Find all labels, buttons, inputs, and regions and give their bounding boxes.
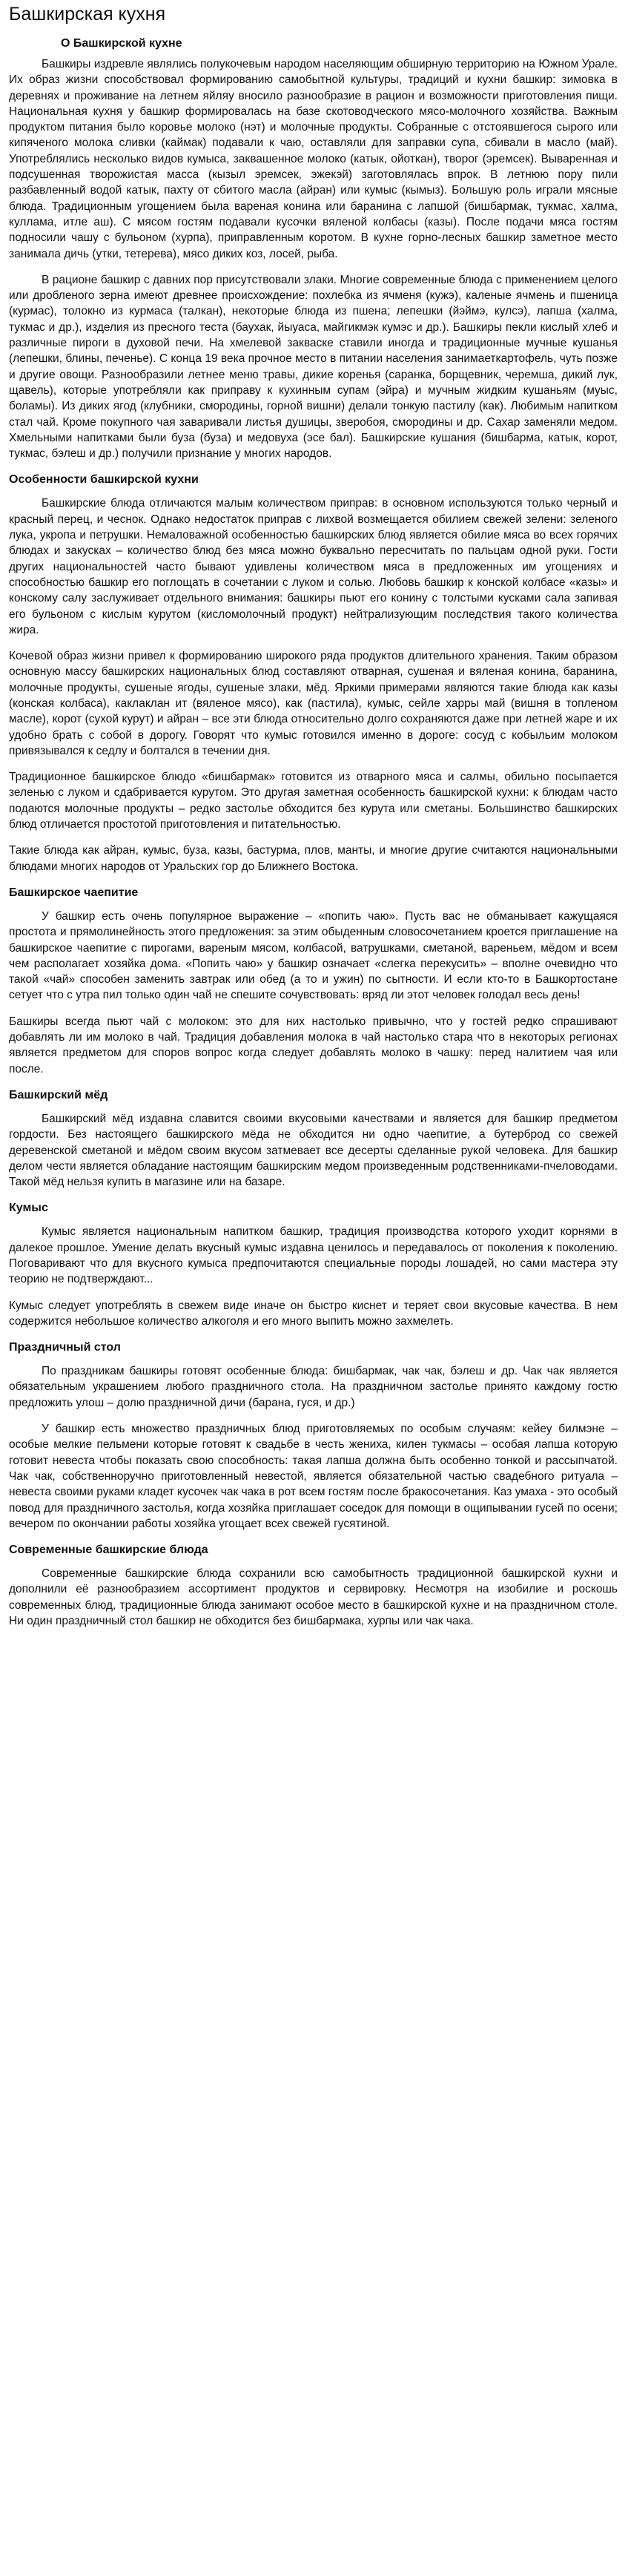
- section-gap: [9, 901, 618, 909]
- section-gap: [9, 1216, 618, 1224]
- article-section: [9, 472, 618, 874]
- page-title: Башкирская кухня: [9, 4, 166, 24]
- section-paragraph: У башкир есть множество праздничных блюд приготовляемых по особым случаям: кейеу билмэне – особые мелкие пельмени которые готовят к свадьбе в честь жениха, килен тукмасы – особая лапша которую готовит невеста чтобы показать свою способность: такая лапша должна быть особенно тонкой и рассыпчатой. Чак чак, собственноручно приготовленный невестой, является обязательной частью свадебного ритуала – невеста своими руками кладет кусочек чак чака в рот всем гостям после бракосочетания. Каз умаха - это особый повод для праздничного застолья, когда хозяйка приглашает соседок для помощи в ощипывании гусей по осени; вечером по окончании работы хозяйка угощает всех свежей гусятиной.: [9, 1423, 618, 1530]
- section-paragraph: Кочевой образ жизни привел к формированию широкого ряда продуктов длительного хранения. Таким образом основную массу башкирских национальных блюд составляют отварная, сушеная и вяленая конина, баранина, молочные продукты, сушеные ягоды, сушеные злаки, мёд. Яркими примерами являются такие блюда как казы (конская колбаса), каклаклан ит (вяленое мясо), как (пастила), кумыс, сейле харры май (вишня в топленом масле), корот (сухой курут) и айран – все эти блюда относительно долго сохраняются даже при летней жаре и их удобно брать с собой в дорогу. Говорят что кумыс готовился именно в дороге: сосуд с кобыльим молоком привязывался к седлу и болтался в течении дня.: [9, 650, 618, 757]
- article-section: [9, 1087, 618, 1190]
- article-section: [9, 1542, 618, 1629]
- section-title: Современные башкирские блюда: [9, 1544, 208, 1557]
- article-section: [9, 1200, 618, 1329]
- section-paragraph: Кумыс следует употреблять в свежем виде иначе он быстро киснет и теряет свои вкусовые качества. В нем содержится небольшое количество алкоголя и его много выпить можно захмелеть.: [9, 1299, 618, 1328]
- intro-title: О Башкирской кухне: [61, 37, 182, 50]
- section-title: Особенности башкирской кухни: [9, 473, 199, 487]
- article-section: [9, 885, 618, 1077]
- section-paragraph: Башкирские блюда отличаются малым количеством приправ: в основном используются только черный и красный перец, и чеснок. Однако недостаток приправ с лихвой возмещается обилием свежей зелени: зеленого лука, укропа и петрушки. Немаловажной особенностью башкирских блюд является обилие мяса во всех горячих блюдах и закусках – количество блюд без мяса можно буквально пересчитать по пальцам одной руки. Гости других национальностей часто бывают удивлены количеством мяса в предложенных им угощениях и способностью башкир его поглощать в сочетании с луком и солью. Любовь башкир к конской колбасе «казы» и конскому салу заслуживает отдельного внимания: башкиры пьют его конину с толстыми кусками сала запивая его бульоном с кислым курутом (кисломолочный продукт) нейтрализующим последствия такого количества жира.: [9, 497, 618, 636]
- section-paragraph: По праздникам башкиры готовят особенные блюда: бишбармак, чак чак, бэлеш и др. Чак чак является обязательным украшением любого праздничного стола. На праздничном застолье принято каждому гостю предложить улош – долю праздничной дичи (барана, гуся, и др.): [9, 1365, 618, 1409]
- section-title: Башкирское чаепитие: [9, 886, 139, 899]
- section-paragraph: У башкир есть очень популярное выражение – «попить чаю». Пусть вас не обманывает кажущаяся простота и прямолинейность этого предложения: за этим обыденным словосочетанием кроется приглашение на башкирское чаепитие с пирогами, вареным мясом, колбасой, ватрушками, сметаной, вареньем, мёдом и всем чем располагает хозяйка дома. «Попить чаю» у башкир означает «слегка перекусить» – вполне очевидно что такой «чай» способен заменить завтрак или обед (а то и ужин) по сытности. И если кто-то в Башкортостане сетует что с утра пил только один чай не спешите сочувствовать: вряд ли этот человек голодал весь день!: [9, 909, 618, 1002]
- section-gap: [9, 1356, 618, 1363]
- section-paragraph: Традиционное башкирское блюдо «бишбармак» готовится из отварного мяса и салмы, обильно посыпается зеленью с луком и сдабривается курутом. Это другая заметная особенность башкирской кухни: к блюдам часто подаются молочные продукты – редко застолье обходится без курута или сметаны. Большинство башкирских блюд отличается простотой приготовления и питательностью.: [9, 771, 618, 831]
- article-section: [9, 1340, 618, 1532]
- section-paragraph: Такие блюда как айран, кумыс, буза, казы, бастурма, плов, манты, и многие другие считаются национальными блюдами многих народов от Уральских гор до Ближнего Востока.: [9, 844, 618, 873]
- section-paragraph: Современные башкирские блюда сохранили всю самобытность традиционной башкирской кухни и дополнили её разнообразием ассортимент продуктов и сервировку. Несмотря на изобилие и роскошь современных блюд, традиционные блюда занимают особое место в башкирской кухне и на праздничном столе. Ни один праздничный стол башкир не обходится без бишбармака, хурпы или чак чака.: [9, 1567, 618, 1628]
- section-title: Кумыс: [9, 1202, 48, 1215]
- article-sections: [9, 472, 618, 1629]
- section-paragraph: Кумыс является национальным напитком башкир, традиция производства которого уходит корнями в далекое прошлое. Умение делать вкусный кумыс издавна ценилось и передавалось от поколения к поколению. Поговаривают что для вкусного кумыса предпочитаются специальные породы лошадей, но сами мастера эту теорию не подтверждают...: [9, 1225, 618, 1286]
- intro-paragraph: Башкиры издревле являлись полукочевым народом населяющим обширную территорию на Южном Урале. Их образ жизни способствовал формированию самобытной культуры, традиций и кухни башкир: зимовка в деревнях и проживание на летнем яйляу вносило разнообразие в рацион и возможности приготовления пищи. Национальная кухня у башкир формировалась на базе скотоводческого мясо-молочного хозяйства. Важным продуктом питания было коровье молоко (нэт) и молочные продукты. Собранные с отстоявшегося сырого или кипяченого молока сливки (каймак) подавали к чаю, оставляли для заправки супа, сбивали в масло (май). Употреблялись несколько видов кумыса, заквашенное молоко (катык, ойоткан), творог (эремсек). Вываренная и подсушенная творожистая масса (кызыл эремсек, эжекэй) заготовлялась впрок. В летнюю пору пили разбавленный водой катык, пахту от сбитого масла (айран) или кумыс (кымыз). Большую роль играли мясные блюда. Традиционным угощением была вареная конина или баранина с лапшой (бишбармак, тукмас, халма, куллама, итле аш). С мясом гостям подавали кусочки вяленой колбасы (казы). После подачи мяса гостям подносили чашу с бульоном (хурпа), приправленным коротом. В кухне горно-лесных башкир заметное место занимала дичь (утки, тетерева), мясо диких коз, лосей, рыба.: [9, 58, 618, 260]
- section-gap: [9, 1558, 618, 1566]
- section-gap: [9, 1104, 618, 1111]
- section-title: Башкирский мёд: [9, 1088, 108, 1101]
- intro-paragraph: В рационе башкир с давних пор присутствовали злаки. Многие современные блюда с применением целого или дробленого зерна имеют древнее происхождение: похлебка из ячменя (кужэ), каленые ячмень и пшеница (курмас), толокно из курмаса (талкан), некоторые блюда из пшена; лепешки (йэймэ, кулсэ), лапша (халма, тукмас и др.), изделия из пресного теста (баухак, йыуаса, майгикмэк кумэс и др.). Башкиры пекли кислый хлеб и различные пироги в духовой печи. На хмелевой закваске ставили иногда и традиционные мучные кушанья (лепешки, блины, печенье). С конца 19 века прочное место в питании населения занимаеткартофель, чуть позже и другие овощи. Разнообразили летнее меню травы, дикие коренья (саранка, борщевник, черемша, дикий лук, щавель), которые употребляли как приправу к кухинным супам (эйра) и мучным жидким кушаньям (муыс, боламы). Из диких ягод (клубники, смородины, горной вишни) делали тонкую пастилу (как). Любимым напитком стал чай. Кроме покупного чая заваривали листья душицы, зверобоя, смородины и др. Сахар заменяли медом. Хмельными напитками были буза (буза) и медовуха (эсе бал). Башкирские кушания (бишбарма, катык, корот, тукмас, бэлеш и др.) получили признание у многих народов.: [9, 273, 618, 461]
- section-paragraph: Башкирский мёд издавна славится своими вкусовыми качествами и является для башкир предметом гордости. Без настоящего башкирского мёда не обходится ни одно чаепитие, а бутерброд со свежей деревенской сметаной и мёдом своим вкусом затмевает все десерты сделанные рукой человека. Для башкир делом чести является обладание настоящим башкирским медом произведенным родственниками-пчеловодами. Такой мёд нельзя купить в магазине или на базаре.: [9, 1112, 618, 1189]
- section-gap: [9, 488, 618, 495]
- section-paragraph: Башкиры всегда пьют чай с молоком: это для них настолько привычно, что у гостей редко спрашивают добавлять ли им молоко в чай. Традиция добавления молока в чай настолько стара что в некоторых регионах является предметом для споров вопрос когда следует добавлять молоко в чашку: перед налитием чая или после.: [9, 1015, 618, 1075]
- section-title: Праздничный стол: [9, 1341, 121, 1354]
